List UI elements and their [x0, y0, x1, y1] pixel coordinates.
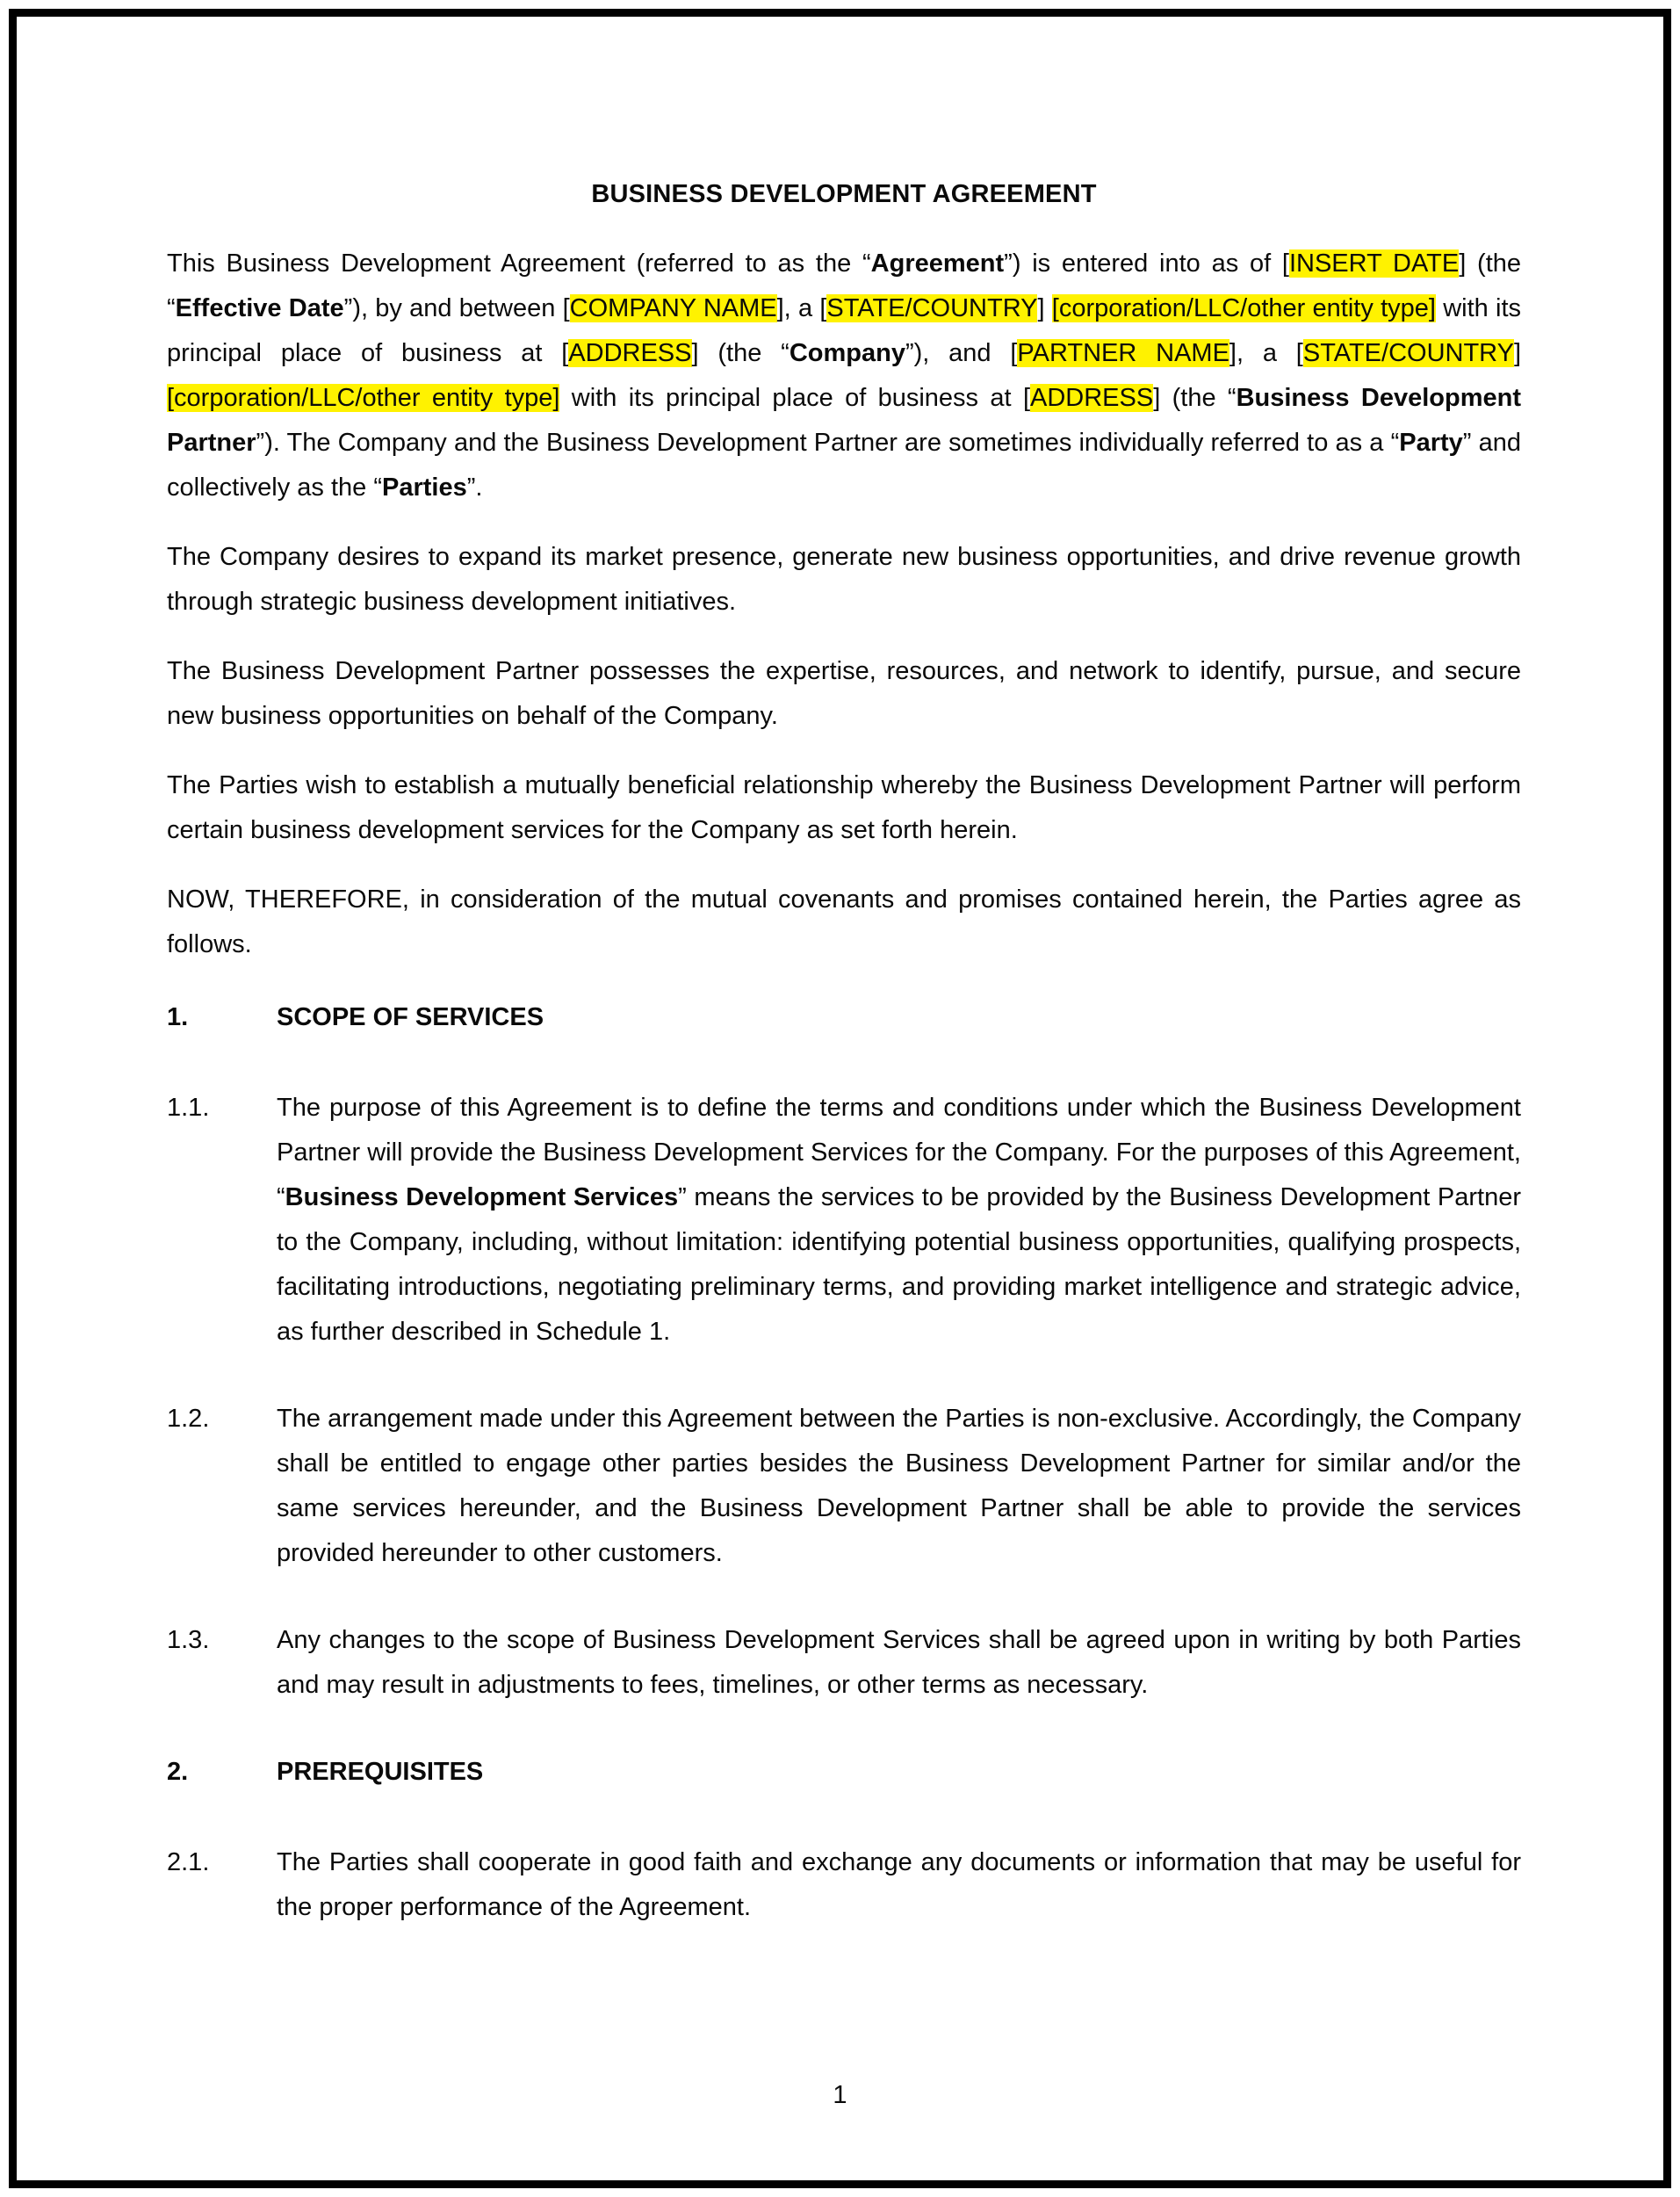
clause-item	[167, 1086, 1521, 1355]
text-run: NOW, THEREFORE, in consideration of the mutual covenants and promises contained herein, the Parties agree as follows.	[167, 885, 1521, 958]
text-run: ] (the “	[691, 339, 790, 367]
intro-paragraph	[167, 535, 1521, 625]
clause-text	[277, 1618, 1521, 1708]
clause-text	[277, 1086, 1521, 1355]
text-run: The Parties shall cooperate in good faith and exchange any documents or information that may be useful for the proper performance of the Agreement.	[277, 1848, 1521, 1921]
text-run: ”) is entered into as of [	[1004, 249, 1289, 278]
text-run: This Business Development Agreement (referred to as the “	[167, 249, 871, 278]
clause-item	[167, 1397, 1521, 1576]
intro-paragraph	[167, 763, 1521, 853]
text-run: ]	[1037, 294, 1052, 322]
clause-text	[277, 1397, 1521, 1576]
placeholder-highlight: ADDRESS	[568, 339, 692, 367]
text-run: ], a [	[1229, 339, 1303, 367]
section-heading	[167, 1750, 1521, 1795]
text-run: The arrangement made under this Agreement between the Parties is non-exclusive. Accordingly, the Company shall be entitled to engage other parties besides the Business Development Partner for similar and/or the same services hereunder, and the Business Development Partner shall be able to provide the services provided hereunder to other customers.	[277, 1405, 1521, 1567]
clause-item	[167, 1840, 1521, 1930]
intro-paragraph	[167, 242, 1521, 510]
text-run: ”), and [	[905, 339, 1018, 367]
intro-paragraph	[167, 649, 1521, 739]
section-title: PREREQUISITES	[277, 1758, 484, 1786]
clause-number: 1.2.	[167, 1405, 210, 1433]
placeholder-highlight: [corporation/LLC/other entity type]	[167, 384, 560, 412]
section-number: 2.	[167, 1758, 189, 1786]
placeholder-highlight: ADDRESS	[1030, 384, 1154, 412]
text-run: ” means the services to be provided by the Business Development Partner to the Company, including, without limitation: identifying potential business opportunities, qualifying prospects, facilitating introductions, negotiating preliminary terms, and providing market intelligence and strategic advice, as further described in Schedule 1.	[277, 1183, 1521, 1346]
defined-term: Parties	[382, 473, 467, 502]
placeholder-highlight: STATE/COUNTRY	[826, 294, 1038, 322]
text-run: with its principal place of business at [	[167, 294, 1521, 367]
defined-term: Effective Date	[175, 294, 344, 322]
section	[167, 995, 1521, 1708]
defined-term: Party	[1399, 429, 1463, 457]
placeholder-highlight: COMPANY NAME	[569, 294, 777, 322]
defined-term: Business Development Services	[285, 1183, 679, 1211]
section-number: 1.	[167, 1003, 189, 1031]
clause-number: 2.1.	[167, 1848, 210, 1876]
placeholder-highlight: PARTNER NAME	[1017, 339, 1229, 367]
clause-number: 1.1.	[167, 1094, 210, 1122]
text-run: ]	[1513, 339, 1521, 367]
text-run: The Company desires to expand its market presence, generate new business opportunities, and drive revenue growth through strategic business development initiatives.	[167, 543, 1521, 616]
text-run: ], a [	[776, 294, 827, 322]
defined-term: Company	[789, 339, 905, 367]
page-number: 1	[833, 2081, 847, 2109]
text-run: ” and collectively as the “	[167, 429, 1521, 502]
page-footer	[0, 2073, 1680, 2118]
defined-term: Business Development Partner	[167, 384, 1521, 457]
placeholder-highlight: STATE/COUNTRY	[1302, 339, 1514, 367]
text-run: The purpose of this Agreement is to define the terms and conditions under which the Business Development Partner will provide the Business Development Services for the Company. For the purposes of this Agreement, “	[277, 1094, 1521, 1211]
clause-item	[167, 1618, 1521, 1708]
placeholder-highlight: [corporation/LLC/other entity type]	[1051, 294, 1436, 322]
defined-term: Agreement	[870, 249, 1005, 278]
text-run: The Business Development Partner possesses the expertise, resources, and network to identify, pursue, and secure new business opportunities on behalf of the Company.	[167, 657, 1521, 730]
text-run: Any changes to the scope of Business Development Services shall be agreed upon in writing by both Parties and may result in adjustments to fees, timelines, or other terms as necessary.	[277, 1626, 1521, 1699]
text-run: ”), by and between [	[343, 294, 570, 322]
section	[167, 1750, 1521, 1930]
section-heading	[167, 995, 1521, 1040]
placeholder-highlight: INSERT DATE	[1288, 249, 1460, 278]
document-title: BUSINESS DEVELOPMENT AGREEMENT	[591, 180, 1097, 208]
text-run: ”.	[466, 473, 483, 502]
text-run: ”). The Company and the Business Development Partner are sometimes individually referred to as a “	[256, 429, 1400, 457]
intro-paragraph	[167, 878, 1521, 967]
text-run: ] (the “	[167, 249, 1522, 322]
intro-paragraphs	[167, 242, 1521, 967]
sections	[167, 995, 1521, 1930]
text-run: ] (the “	[1153, 384, 1237, 412]
clause-text	[277, 1840, 1521, 1930]
text-run: with its principal place of business at [	[559, 384, 1030, 412]
section-title: SCOPE OF SERVICES	[277, 1003, 544, 1031]
clause-number: 1.3.	[167, 1626, 210, 1654]
text-run: The Parties wish to establish a mutually beneficial relationship whereby the Business Development Partner will perform certain business development services for the Company as set forth herein.	[167, 771, 1521, 844]
